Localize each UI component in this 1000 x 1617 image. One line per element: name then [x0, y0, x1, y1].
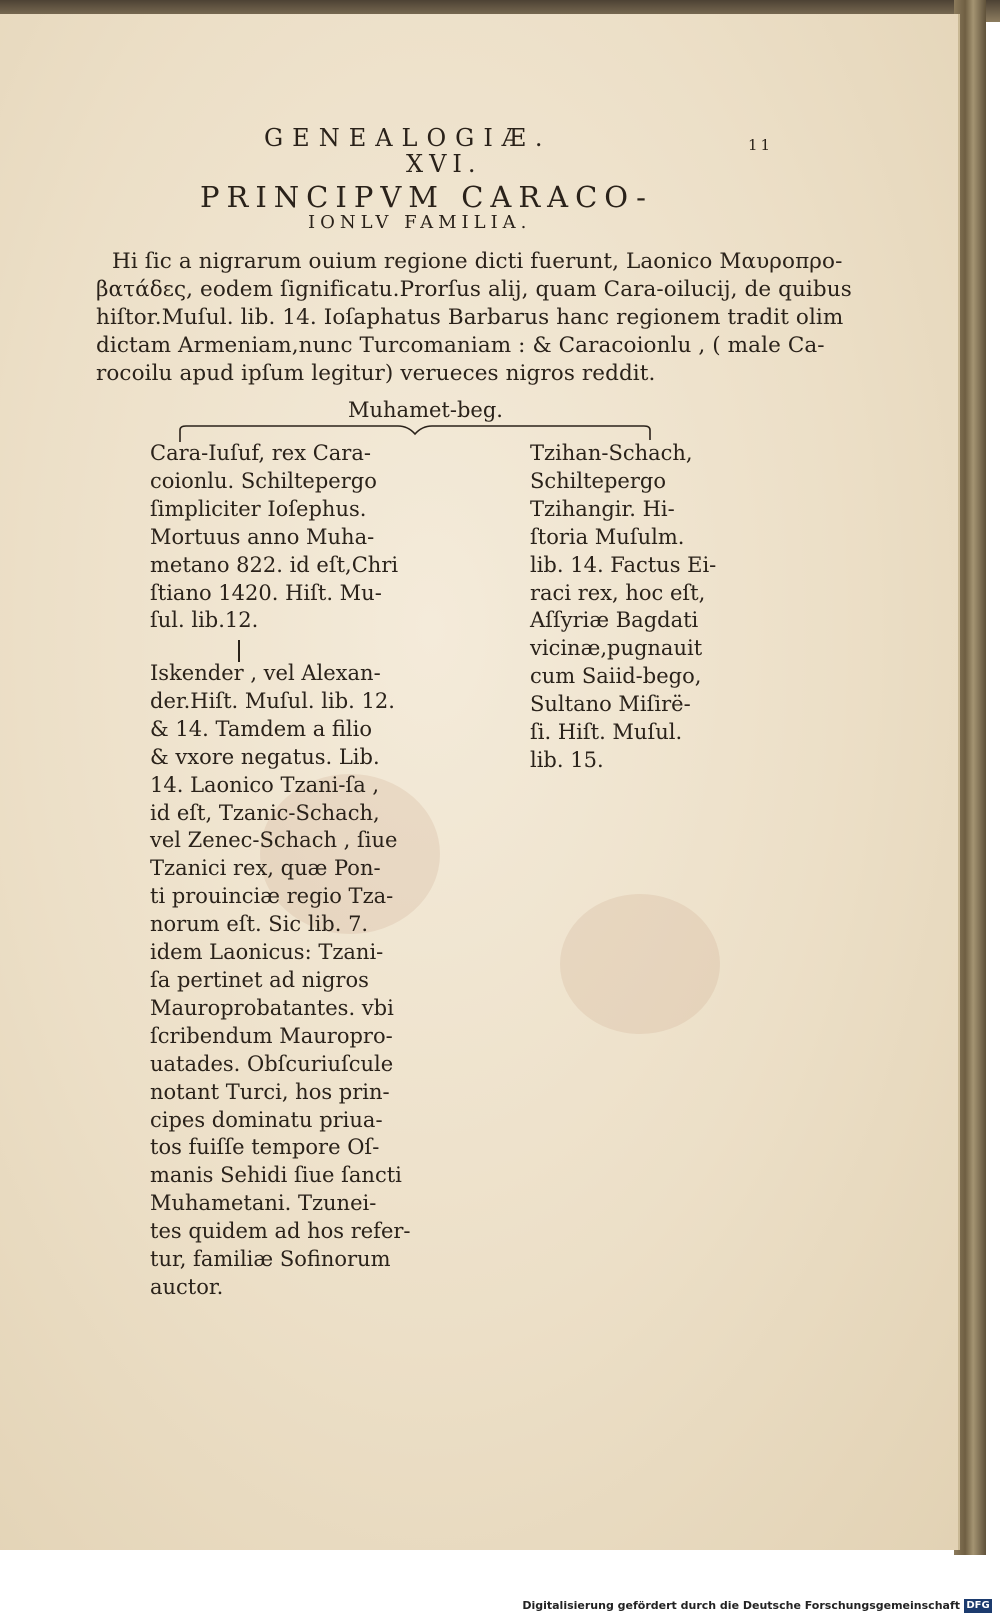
- left-son-line: Cara-Iuſuf, rex Cara-: [150, 441, 371, 465]
- intro-paragraph: [96, 248, 852, 388]
- paper-stain: [560, 894, 720, 1034]
- grandson-line: norum eſt. Sic lib. 7.: [150, 912, 369, 937]
- grandson-line: Muhametani. Tzunei-: [150, 1191, 377, 1216]
- grandson-line: manis Sehidi ſiue ſancti: [150, 1163, 402, 1188]
- running-title: GENEALOGIÆ.: [264, 124, 552, 152]
- grandson-line: Tzanici rex, quæ Pon-: [150, 856, 381, 881]
- grandson-line: 14. Laonico Tzani-ſa ,: [150, 772, 380, 797]
- section-number: XVI.: [406, 150, 482, 178]
- grandson-line: id eſt, Tzanic-Schach,: [150, 800, 380, 825]
- right-son-line: ſi. Hiſt. Muſul.: [530, 720, 683, 745]
- grandson-line: notant Turci, hos prin-: [150, 1079, 390, 1104]
- grandson-line: tes quidem ad hos refer-: [150, 1219, 411, 1244]
- right-son-line: Tzihangir. Hi-: [530, 496, 675, 521]
- dfg-logo: DFG: [964, 1599, 992, 1613]
- grandson-line: & vxore negatus. Lib.: [150, 744, 380, 769]
- right-son-line: raci rex, hoc eſt,: [530, 580, 706, 605]
- intro-line: hiſtor.Muſul. lib. 14. Ioſaphatus Barbarus hanc regionem tradit olim: [96, 305, 844, 330]
- intro-line: βατάδες, eodem ſignificatu.Prorſus alij, quam Cara-oilucij, de quibus: [96, 277, 852, 302]
- right-son-line: lib. 14. Factus Ei-: [530, 552, 717, 577]
- digitization-credit: Digitalisierung gefördert durch die Deutsche Forschungsgemeinschaft: [522, 1599, 960, 1612]
- chapter-subtitle: IONLV FAMILIA.: [308, 212, 532, 233]
- left-son-line: metano 822. id eſt,Chri: [150, 552, 399, 577]
- page-number: 11: [748, 136, 774, 154]
- grandson-line: Iskender , vel Alexan-: [150, 661, 381, 685]
- grandson-line: ti prouinciæ regio Tza-: [150, 884, 394, 909]
- grandson-line: idem Laonicus: Tzani-: [150, 940, 384, 965]
- grandson-line: tos fuiſſe tempore Oſ-: [150, 1135, 380, 1160]
- chapter-title: PRINCIPVM CARACO-: [200, 180, 653, 214]
- right-son-line: Schiltepergo: [530, 468, 666, 493]
- paper-page: [0, 14, 960, 1550]
- genealogy-left-son: [150, 440, 440, 635]
- grandson-line: auctor.: [150, 1274, 224, 1299]
- left-son-line: ſul. lib.12.: [150, 608, 259, 633]
- grandson-line: der.Hiſt. Muſul. lib. 12.: [150, 688, 395, 713]
- left-son-line: coionlu. Schiltepergo: [150, 468, 377, 493]
- left-son-line: ſtiano 1420. Hiſt. Mu-: [150, 580, 382, 605]
- intro-line: rocoilu apud ipſum legitur) verueces nigros reddit.: [96, 361, 656, 386]
- grandson-line: & 14. Tamdem a filio: [150, 716, 372, 741]
- genealogy-grandson: [150, 660, 440, 1302]
- right-son-line: cum Saiid-bego,: [530, 664, 702, 689]
- genealogy-father: Muhamet-beg.: [348, 398, 503, 422]
- grandson-line: tur, familiæ Sofinorum: [150, 1247, 391, 1272]
- genealogy-right-son: [530, 440, 820, 775]
- grandson-line: uatades. Obſcuriuſcule: [150, 1051, 394, 1076]
- right-son-line: vicinæ,pugnauit: [530, 636, 703, 661]
- right-son-line: Tzihan-Schach,: [530, 441, 693, 465]
- grandson-line: ſa pertinet ad nigros: [150, 967, 369, 992]
- intro-line: dictam Armeniam,nunc Turcomaniam : & Caracoionlu , ( male Ca-: [96, 333, 825, 358]
- intro-line: Hi ſic a nigrarum ouium regione dicti fuerunt, Laonico Μαυροπρο-: [112, 249, 843, 274]
- right-son-line: Aſſyriæ Bagdati: [530, 608, 699, 633]
- left-son-line: Mortuus anno Muha-: [150, 524, 375, 549]
- grandson-line: cipes dominatu priua-: [150, 1107, 383, 1132]
- digitization-footer: [0, 1597, 1000, 1617]
- grandson-line: Mauroprobatantes. vbi: [150, 995, 394, 1020]
- descent-line: [238, 640, 240, 662]
- left-son-line: ſimpliciter Ioſephus.: [150, 496, 367, 521]
- grandson-line: vel Zenec-Schach , ſiue: [150, 828, 398, 853]
- right-son-line: ſtoria Muſulm.: [530, 524, 685, 549]
- grandson-line: ſcribendum Mauropro-: [150, 1023, 393, 1048]
- right-son-line: lib. 15.: [530, 747, 604, 772]
- right-son-line: Sultano Miſirë-: [530, 692, 691, 717]
